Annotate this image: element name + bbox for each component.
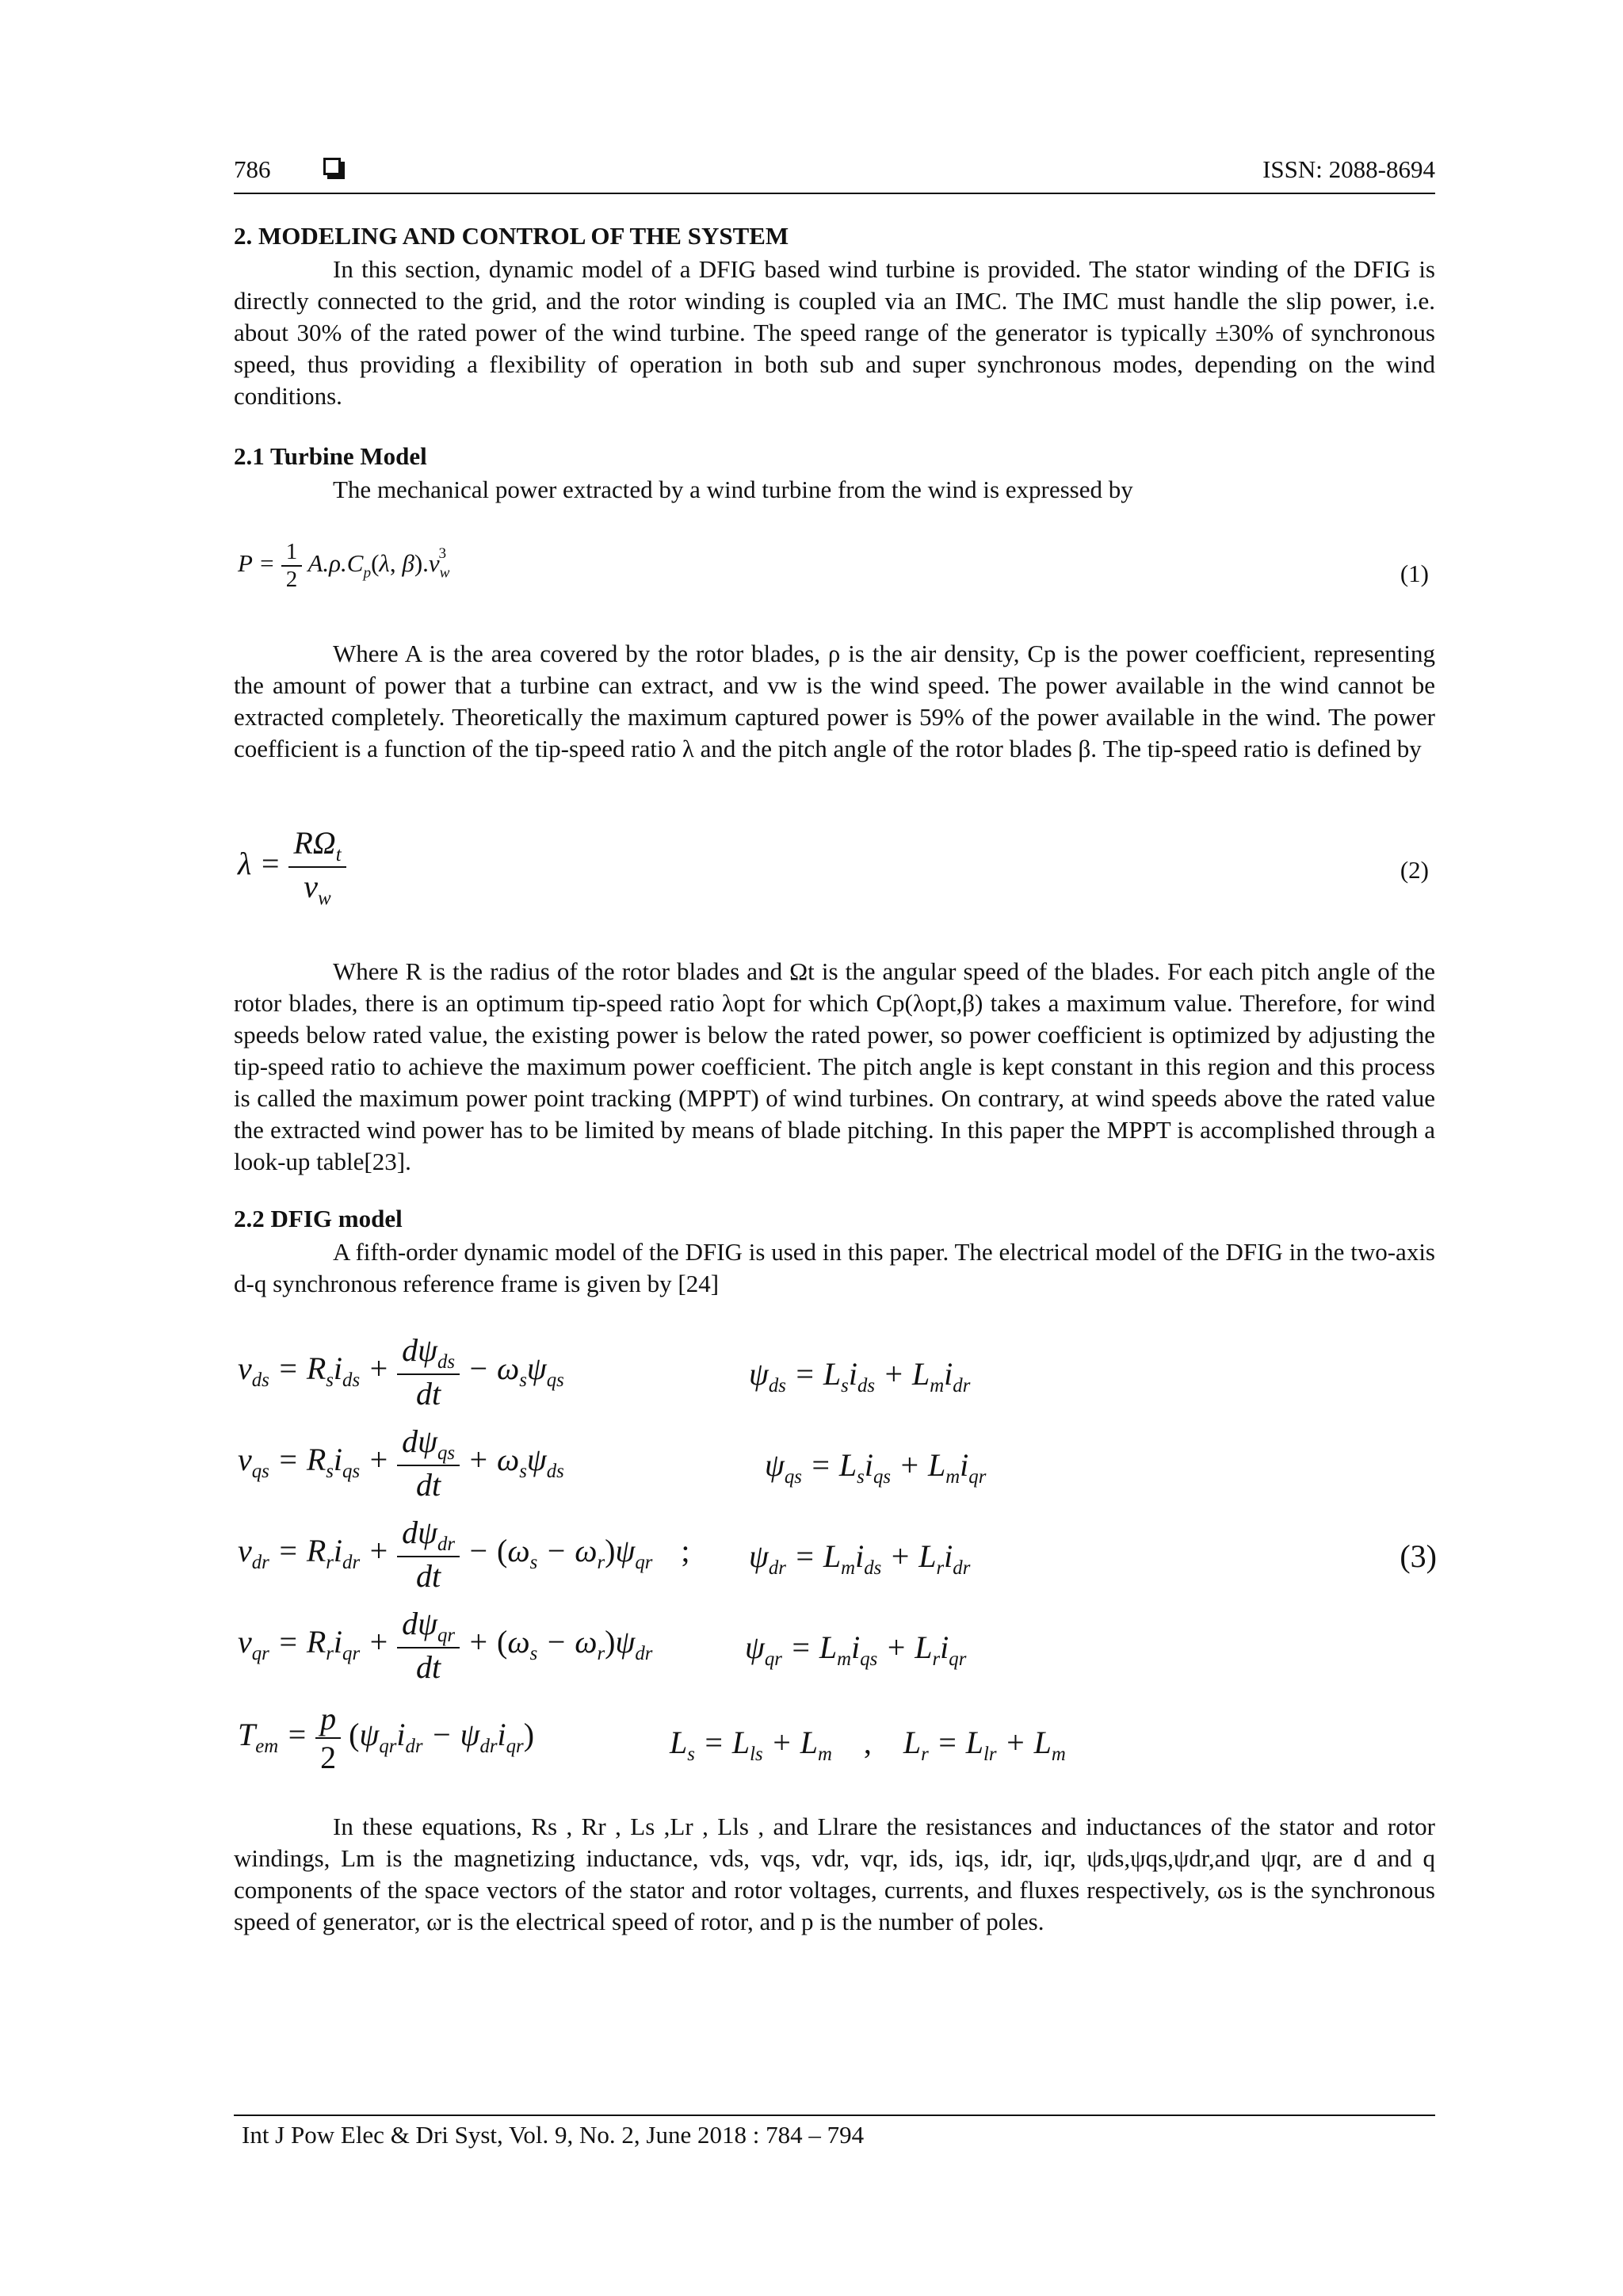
equation-3-inductances: $L_s = L_{ls} + L_m$ , $L_r = L_{lr} + L_m$ [670,1725,1066,1765]
equation-2-number: (2) [1400,856,1429,884]
equation-3-flux-3: $\psi_{dr} = L_mi_{ds} + L_ri_{dr}$ [749,1538,971,1579]
equation-2: λ = $\frac{R\Omega_t}{v_w}$ [238,824,346,910]
section-heading-2-1: 2.1 Turbine Model [234,442,427,470]
section-heading-2: 2. MODELING AND CONTROL OF THE SYSTEM [234,222,789,250]
footer-rule [234,2115,1435,2116]
equation-3-line-4: $v_{qr} = R_ri_{qr}$ + $\frac{d\psi_{qr}}{dt}$ + $(\omega_s - \omega_r)\psi_{dr}$ [238,1606,653,1685]
page-header [234,155,1435,190]
header-rule [234,193,1435,194]
equation-3-flux-1: $\psi_{ds} = L_si_{ds} + L_mi_{dr}$ [749,1356,971,1396]
section-2-2-paragraph: In these equations, Rs , Rr , Ls ,Lr , Lls , and Llrare the resistances and inductances of the stator and rotor windings, Lm is the magnetizing inductance, vds, vqs, vdr, vqr, ids, iqs, idr, iqr, ψds,ψqs,ψdr,and ψqr, are d and q components of the space vectors of the stator and rotor voltages, currents, and fluxes respectively, ωs is the synchronous speed of generator, ωr is the electrical speed of rotor, and p is the number of poles. [234,1813,1435,1935]
section-2-2-intro: A fifth-order dynamic model of the DFIG is used in this paper. The electrical model of the DFIG in the two-axis d-q synchronous reference frame is given by [24] [234,1238,1435,1297]
footer-citation: Int J Pow Elec & Dri Syst, Vol. 9, No. 2, June 2018 : 784 – 794 [242,2121,865,2149]
equation-3-flux-4: $\psi_{qr} = L_mi_{qs} + L_ri_{qr}$ [745,1629,967,1670]
equation-3-line-3: $v_{dr} = R_ri_{dr}$ + $\frac{d\psi_{dr}}{dt}$ − $(\omega_s - \omega_r)\psi_{qr}$ ; [238,1515,690,1594]
equation-3-torque: $T_{em}$ = $\frac{p}{2}$ $(\psi_{qr}i_{dr} - \psi_{dr}i_{qr})$ [238,1701,535,1775]
equation-3-number: (3) [1400,1538,1437,1574]
section-2-1-paragraph-1: Where A is the area covered by the rotor blades, ρ is the air density, Cp is the power coefficient, representing the amount of power that a turbine can extract, and vw is the wind speed. The power available in the wind cannot be extracted completely. Theoretically the maximum captured power is 59% of the power available in the wind. The power coefficient is a function of the tip-speed ratio λ and the pitch angle of the rotor blades β. The tip-speed ratio is defined by [234,640,1435,762]
equation-1-number: (1) [1400,560,1429,587]
issn: ISSN: 2088-8694 [1262,155,1435,183]
section-2-1-paragraph-2: Where R is the radius of the rotor blades and Ωt is the angular speed of the blades. For each pitch angle of the rotor blades, there is an optimum tip-speed ratio λopt for which Cp(λopt,β) takes a maximum value. Therefore, for wind speeds below rated value, the existing power is below the rated power, so power coefficient is optimized by adjusting the tip-speed ratio to achieve the maximum power coefficient. The pitch angle is kept constant in this region and this process is called the maximum power point tracking (MPPT) of wind turbines. On contrary, at wind speeds above the rated value the extracted wind power has to be limited by means of blade pitching. In this paper the MPPT is accomplished through a look-up table[23]. [234,957,1435,1175]
section-2-paragraph: In this section, dynamic model of a DFIG based wind turbine is provided. The stator winding of the DFIG is directly connected to the grid, and the rotor winding is coupled via an IMC. The IMC must handle the slip power, i.e. about 30% of the rated power of the wind turbine. The speed range of the generator is typically ±30% of synchronous speed, thus providing a flexibility of operation in both sub and super synchronous modes, depending on the wind conditions. [234,255,1435,410]
equation-3-line-1: $v_{ds} = R_si_{ds}$ + $\frac{d\psi_{ds}}{dt}$ − $\omega_s\psi_{qs}$ [238,1332,564,1412]
equation-3-flux-2: $\psi_{qs} = L_si_{qs} + L_mi_{qr}$ [765,1447,987,1488]
checkbox-glyph-icon [323,158,341,175]
page-number: 786 [234,155,271,183]
section-heading-2-2: 2.2 DFIG model [234,1205,403,1232]
equation-3-line-2: $v_{qs} = R_si_{qs}$ + $\frac{d\psi_{qs}}{dt}$ + $\omega_s\psi_{ds}$ [238,1423,564,1503]
equation-1: P = $\frac{1}{2}$ $A.\rho.C_p(\lambda$, $\beta).v_w^3$ [238,539,450,592]
section-2-1-intro: The mechanical power extracted by a wind turbine from the wind is expressed by [333,476,1133,503]
